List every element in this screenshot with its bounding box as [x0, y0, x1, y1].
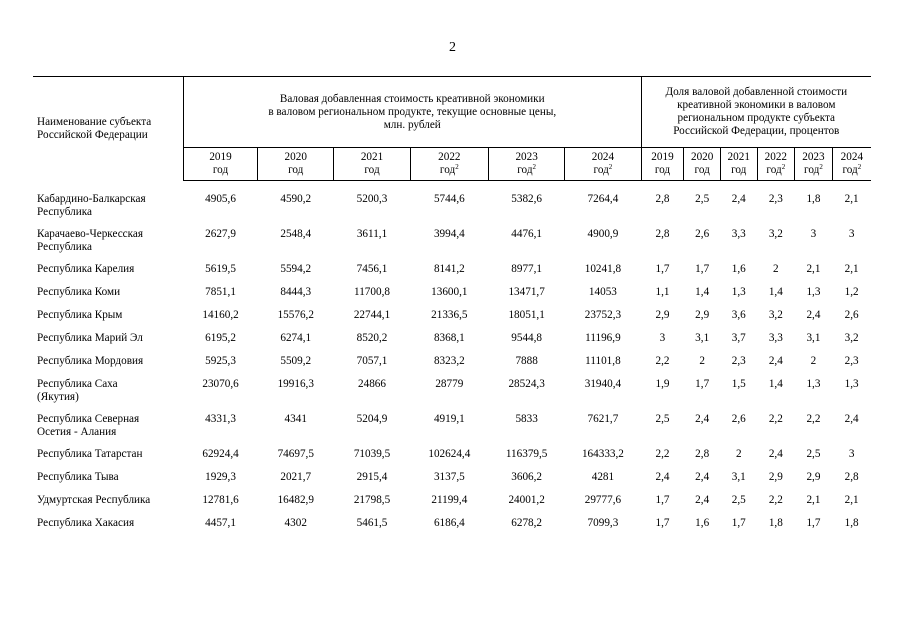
share-value-cell: 2,6 — [695, 228, 710, 240]
gva-value-cell: 5744,6 — [433, 193, 465, 205]
region-name-line: Республика Саха — [37, 378, 118, 390]
share-value-cell: 2,8 — [655, 228, 670, 240]
region-name-line: Республика Татарстан — [37, 448, 143, 460]
gva-year-header — [183, 148, 257, 181]
gva-value-cell: 21336,5 — [431, 309, 468, 321]
gva-value-cell: 7264,4 — [587, 193, 619, 205]
table-body — [33, 181, 871, 538]
region-name-header — [33, 77, 183, 181]
gva-value-cell: 5461,5 — [356, 517, 388, 529]
gva-value-cell: 4905,6 — [205, 193, 236, 205]
year-label: 2019 — [651, 151, 674, 163]
gva-value-cell: 164333,2 — [581, 448, 624, 460]
share-header-line: Российской Федерации, процентов — [673, 125, 840, 137]
share-value-cell: 3,6 — [731, 309, 746, 321]
gva-value-cell: 71039,5 — [353, 448, 391, 460]
share-value-cell: 1,6 — [731, 263, 746, 275]
share-value-cell: 2,1 — [806, 494, 821, 506]
region-name-line: Республика Коми — [37, 286, 121, 298]
table-row — [33, 306, 871, 329]
region-name-cell — [33, 375, 183, 410]
share-year-header — [832, 148, 871, 181]
share-value-cell: 2,5 — [695, 193, 710, 205]
share-value-cell: 2,2 — [655, 355, 670, 367]
share-value-cell: 1,3 — [731, 286, 746, 298]
region-name-line: Республика Тыва — [37, 471, 119, 483]
gva-value-cell: 7456,1 — [356, 263, 388, 275]
year-unit-label — [336, 164, 407, 177]
share-value-cell: 3 — [848, 448, 855, 460]
share-value-cell: 1,7 — [695, 378, 710, 390]
gva-value-cell: 11196,9 — [585, 332, 621, 344]
region-name-line: Республика Северная — [37, 413, 140, 425]
share-value-cell: 2,6 — [844, 309, 859, 321]
region-name-line: Карачаево-Черкесская — [37, 228, 144, 240]
gva-value-cell: 3994,4 — [433, 228, 465, 240]
gva-value-cell: 6195,2 — [205, 332, 236, 344]
share-value-cell: 1,7 — [806, 517, 821, 529]
share-value-cell: 2,4 — [768, 355, 783, 367]
gva-value-cell: 1929,3 — [205, 471, 236, 483]
share-value-cell: 1,3 — [806, 378, 821, 390]
region-name-cell — [33, 410, 183, 445]
gva-value-cell: 2915,4 — [356, 471, 388, 483]
region-name-line: Кабардино-Балкарская — [37, 193, 146, 205]
gva-value-cell: 29777,6 — [584, 494, 622, 506]
gva-value-cell: 116379,5 — [505, 448, 548, 460]
year-unit-label — [186, 164, 255, 177]
share-year-header — [684, 148, 721, 181]
gva-value-cell: 3606,2 — [511, 471, 543, 483]
year-unit-text: год — [842, 164, 858, 176]
gva-value-cell: 4476,1 — [511, 228, 543, 240]
share-value-cell: 1,8 — [806, 193, 821, 205]
region-name-line: Осетия - Алания — [37, 426, 117, 438]
region-name-line: Республика Мордовия — [37, 355, 144, 367]
gva-value-cell: 3137,5 — [433, 471, 465, 483]
region-name-cell — [33, 225, 183, 260]
share-value-cell: 3,1 — [695, 332, 710, 344]
year-unit-label — [413, 164, 486, 177]
region-name-cell — [33, 491, 183, 514]
share-value-cell: 2,9 — [655, 309, 670, 321]
share-value-cell: 1,1 — [655, 286, 670, 298]
share-value-cell: 2,1 — [844, 193, 859, 205]
gva-group-header — [183, 77, 641, 148]
gva-value-cell: 5509,2 — [280, 355, 312, 367]
gva-value-cell: 5925,3 — [205, 355, 236, 367]
table-row — [33, 260, 871, 283]
region-name-line: Республика — [37, 206, 92, 218]
share-value-cell: 1,4 — [768, 286, 783, 298]
share-header-line: креативной экономики в валовом — [677, 99, 836, 111]
share-value-cell: 2 — [735, 448, 742, 460]
year-unit-label — [491, 164, 562, 177]
gva-value-cell: 7057,1 — [356, 355, 388, 367]
share-value-cell: 2,4 — [695, 471, 710, 483]
share-value-cell: 2,5 — [806, 448, 821, 460]
table-row — [33, 329, 871, 352]
region-name-line: Республика Крым — [37, 309, 123, 321]
gva-value-cell: 6274,1 — [280, 332, 312, 344]
gva-value-cell: 10241,8 — [584, 263, 622, 275]
gva-year-header — [489, 148, 565, 181]
gva-value-cell: 4590,2 — [280, 193, 312, 205]
share-value-cell: 2,4 — [768, 448, 783, 460]
gva-value-cell: 28779 — [435, 378, 464, 390]
gva-value-cell: 2627,9 — [205, 228, 236, 240]
year-unit-text: год — [288, 164, 304, 176]
gva-value-cell: 7851,1 — [205, 286, 236, 298]
region-name-cell — [33, 260, 183, 283]
share-value-cell: 2 — [810, 355, 817, 367]
share-value-cell: 1,7 — [655, 494, 670, 506]
share-value-cell: 2,6 — [731, 413, 746, 425]
region-name-cell — [33, 190, 183, 225]
gva-value-cell: 8520,2 — [356, 332, 388, 344]
share-value-cell: 1,7 — [655, 263, 670, 275]
region-name-line: Республика Хакасия — [37, 517, 135, 529]
share-value-cell: 2,4 — [731, 193, 746, 205]
share-value-cell: 1,7 — [731, 517, 746, 529]
share-value-cell: 2,3 — [731, 355, 746, 367]
gva-value-cell: 14053 — [588, 286, 617, 298]
share-value-cell: 2,5 — [731, 494, 746, 506]
table-row — [33, 352, 871, 375]
region-name-cell — [33, 468, 183, 491]
gva-value-cell: 23070,6 — [202, 378, 239, 390]
year-label: 2023 — [515, 151, 538, 163]
gva-value-cell: 9544,8 — [511, 332, 543, 344]
gva-header-line: Валовая добавленная стоимость креативной экономики — [279, 92, 545, 105]
year-unit-label — [797, 164, 830, 177]
year-unit-text: год — [654, 164, 671, 176]
year-label: 2020 — [284, 151, 307, 163]
share-value-cell: 2,2 — [768, 494, 783, 506]
share-value-cell: 3,1 — [806, 332, 821, 344]
region-name-line: Удмуртская Республика — [37, 494, 151, 506]
gva-value-cell: 18051,1 — [508, 309, 545, 321]
spacer-row — [33, 181, 871, 191]
table-row — [33, 410, 871, 445]
region-name-cell — [33, 352, 183, 375]
share-group-header — [641, 77, 871, 148]
share-value-cell: 3,3 — [731, 228, 746, 240]
gva-value-cell: 11101,8 — [585, 355, 621, 367]
gva-value-cell: 11700,8 — [354, 286, 390, 298]
share-value-cell: 1,8 — [844, 517, 859, 529]
share-value-cell: 2 — [773, 263, 779, 275]
share-value-cell: 1,4 — [695, 286, 710, 298]
share-value-cell: 2,5 — [655, 413, 670, 425]
share-value-cell: 2,4 — [695, 413, 710, 425]
share-year-header — [720, 148, 757, 181]
share-value-cell: 3,1 — [731, 471, 746, 483]
gva-value-cell: 5833 — [515, 413, 538, 425]
gva-value-cell: 5594,2 — [280, 263, 312, 275]
share-value-cell: 2,1 — [844, 263, 859, 275]
gva-value-cell: 31940,4 — [584, 378, 622, 390]
region-name-line: (Якутия) — [37, 391, 79, 403]
gva-value-cell: 4457,1 — [205, 517, 236, 529]
gva-value-cell: 21798,5 — [353, 494, 391, 506]
gva-year-header — [565, 148, 641, 181]
share-value-cell: 3 — [659, 332, 666, 344]
table-row — [33, 190, 871, 225]
share-value-cell: 1,7 — [695, 263, 710, 275]
region-name-cell — [33, 283, 183, 306]
table-row — [33, 514, 871, 537]
year-unit-text: год — [212, 164, 229, 176]
year-unit-text: год — [804, 164, 820, 176]
share-value-cell: 2,4 — [695, 494, 710, 506]
gva-value-cell: 2548,4 — [280, 228, 312, 240]
year-unit-label — [686, 164, 718, 177]
share-value-cell: 3,7 — [731, 332, 746, 344]
share-value-cell: 1,3 — [806, 286, 821, 298]
year-unit-label — [760, 164, 793, 177]
footnote-mark: 2 — [455, 163, 459, 171]
gva-value-cell: 24001,2 — [508, 494, 545, 506]
share-value-cell: 2,2 — [768, 413, 783, 425]
gva-value-cell: 4302 — [284, 517, 307, 529]
share-value-cell: 2,4 — [806, 309, 821, 321]
footnote-mark: 2 — [857, 163, 862, 171]
share-year-header — [641, 148, 684, 181]
gva-value-cell: 13600,1 — [431, 286, 468, 298]
gva-value-cell: 8368,1 — [433, 332, 465, 344]
region-name-line: Республика Карелия — [37, 263, 135, 275]
page-number: 2 — [449, 40, 456, 55]
footnote-mark: 2 — [532, 163, 537, 171]
share-value-cell: 1,3 — [844, 378, 859, 390]
gva-year-header — [334, 148, 410, 181]
gva-value-cell: 8141,2 — [433, 263, 465, 275]
gva-value-cell: 15576,2 — [277, 309, 314, 321]
table-row — [33, 468, 871, 491]
gva-value-cell: 13471,7 — [508, 286, 545, 298]
region-name-cell — [33, 306, 183, 329]
gva-value-cell: 22744,1 — [353, 309, 391, 321]
share-value-cell: 2,1 — [806, 263, 821, 275]
share-value-cell: 1,5 — [731, 378, 746, 390]
share-value-cell: 2,9 — [806, 471, 821, 483]
gva-value-cell: 74697,5 — [277, 448, 314, 460]
table-row — [33, 445, 871, 468]
table-row — [33, 375, 871, 410]
region-name-cell — [33, 329, 183, 352]
header-row-groups — [33, 77, 871, 148]
year-unit-label — [723, 164, 755, 177]
share-value-cell: 2,8 — [695, 448, 710, 460]
gva-value-cell: 7099,3 — [587, 517, 619, 529]
gva-value-cell: 6278,2 — [511, 517, 543, 529]
gva-value-cell: 5200,3 — [356, 193, 388, 205]
year-unit-label — [567, 164, 638, 177]
share-value-cell: 2,2 — [806, 413, 821, 425]
gva-value-cell: 5619,5 — [205, 263, 236, 275]
gva-value-cell: 4331,3 — [205, 413, 236, 425]
table-row — [33, 283, 871, 306]
share-value-cell: 2,4 — [844, 413, 859, 425]
share-header-line: региональном продукте субъекта — [677, 112, 836, 124]
year-label: 2023 — [802, 151, 825, 163]
year-unit-label — [835, 164, 869, 177]
footnote-mark: 2 — [608, 163, 613, 171]
gva-value-cell: 62924,4 — [202, 448, 239, 460]
gva-value-cell: 8444,3 — [280, 286, 312, 298]
share-value-cell: 2,8 — [844, 471, 859, 483]
region-name-header-line: Наименование субъекта — [37, 115, 152, 128]
share-value-cell: 2,3 — [768, 193, 783, 205]
gva-value-cell: 6186,4 — [433, 517, 465, 529]
share-value-cell: 2,8 — [655, 193, 670, 205]
share-value-cell: 3,2 — [768, 309, 783, 321]
gva-value-cell: 12781,6 — [202, 494, 239, 506]
gva-value-cell: 19916,3 — [277, 378, 314, 390]
region-name-cell — [33, 445, 183, 468]
gva-value-cell: 7888 — [515, 355, 538, 367]
share-value-cell: 3 — [810, 228, 817, 240]
gva-value-cell: 102624,4 — [428, 448, 471, 460]
share-value-cell: 2,4 — [655, 471, 670, 483]
share-value-cell: 3,3 — [768, 332, 783, 344]
year-unit-text: год — [593, 164, 609, 176]
year-unit-text: год — [694, 164, 710, 176]
year-label: 2022 — [438, 151, 461, 163]
year-unit-label — [260, 164, 331, 177]
region-name-header-line: Российской Федерации — [37, 128, 148, 141]
gva-value-cell: 4900,9 — [587, 228, 619, 240]
share-value-cell: 2,9 — [768, 471, 783, 483]
year-unit-text: год — [766, 164, 782, 176]
gva-header-line: млн. рублей — [383, 118, 441, 131]
spacer-cell — [33, 181, 871, 191]
year-label: 2019 — [209, 151, 232, 163]
share-value-cell: 1,7 — [655, 517, 670, 529]
year-label: 2021 — [360, 151, 384, 163]
gva-value-cell: 23752,3 — [584, 309, 622, 321]
share-value-cell: 3,2 — [768, 228, 783, 240]
share-value-cell: 2,2 — [655, 448, 670, 460]
share-value-cell: 2,9 — [695, 309, 710, 321]
footnote-mark: 2 — [781, 163, 786, 171]
gva-value-cell: 5204,9 — [356, 413, 388, 425]
share-value-cell: 2,3 — [844, 355, 859, 367]
footnote-mark: 2 — [819, 163, 823, 171]
share-value-cell: 1,4 — [768, 378, 783, 390]
year-label: 2024 — [591, 151, 615, 163]
share-value-cell: 3,2 — [844, 332, 859, 344]
share-value-cell: 1,6 — [695, 517, 710, 529]
gva-value-cell: 5382,6 — [511, 193, 543, 205]
gva-value-cell: 3611,1 — [356, 228, 388, 240]
region-name-cell — [33, 514, 183, 537]
share-header-line: Доля валовой добавленной стоимости — [665, 86, 848, 98]
share-value-cell: 1,8 — [768, 517, 783, 529]
gva-header-line: в валовом региональном продукте, текущие основные цены, — [268, 105, 557, 118]
gva-year-header — [258, 148, 334, 181]
region-name-line: Республика Марий Эл — [37, 332, 143, 344]
gva-value-cell: 8323,2 — [433, 355, 465, 367]
year-unit-text: год — [439, 164, 456, 176]
region-name-line: Республика — [37, 241, 92, 253]
year-label: 2022 — [764, 151, 787, 163]
gva-value-cell: 4281 — [591, 471, 615, 483]
share-value-cell: 1,9 — [655, 378, 670, 390]
gva-year-header — [410, 148, 488, 181]
share-value-cell: 2 — [699, 355, 705, 367]
gva-value-cell: 2021,7 — [280, 471, 312, 483]
share-year-header — [757, 148, 795, 181]
regional-creative-economy-table — [33, 76, 871, 537]
year-label: 2024 — [840, 151, 864, 163]
gva-value-cell: 16482,9 — [277, 494, 314, 506]
gva-value-cell: 4919,1 — [433, 413, 465, 425]
share-value-cell: 2,1 — [844, 494, 859, 506]
gva-value-cell: 14160,2 — [202, 309, 239, 321]
year-unit-label — [644, 164, 682, 177]
table-row — [33, 491, 871, 514]
year-label: 2020 — [690, 151, 714, 163]
gva-value-cell: 8977,1 — [511, 263, 543, 275]
share-value-cell: 3 — [848, 228, 855, 240]
share-year-header — [795, 148, 833, 181]
gva-value-cell: 4341 — [284, 413, 307, 425]
year-label: 2021 — [727, 151, 750, 163]
year-unit-text: год — [364, 164, 380, 176]
table-row — [33, 225, 871, 260]
gva-value-cell: 7621,7 — [587, 413, 619, 425]
gva-value-cell: 24866 — [358, 378, 386, 390]
gva-value-cell: 28524,3 — [508, 378, 545, 390]
gva-value-cell: 21199,4 — [431, 494, 468, 506]
share-value-cell: 1,2 — [844, 286, 859, 298]
year-unit-text: год — [731, 164, 747, 176]
year-unit-text: год — [517, 164, 533, 176]
